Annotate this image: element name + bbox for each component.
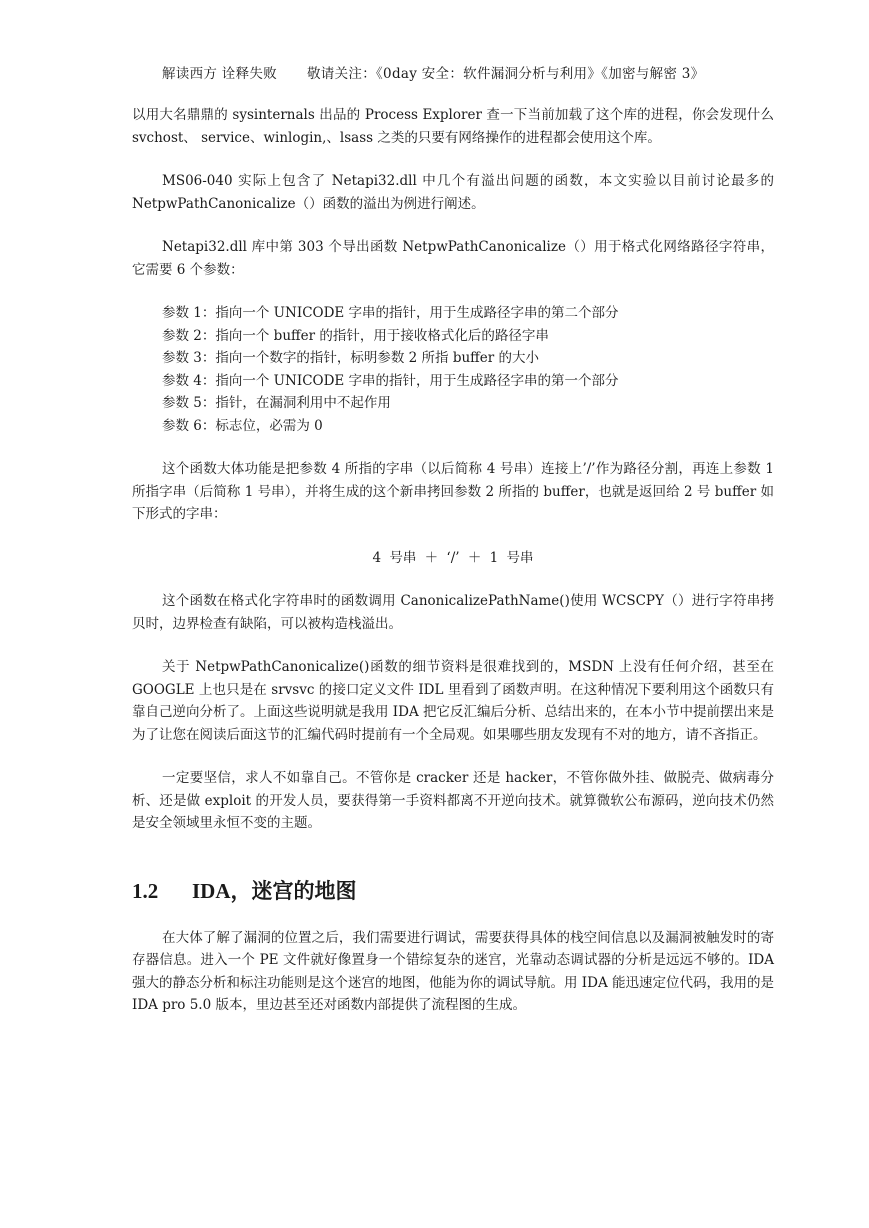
paragraph-process-explorer: 以用大名鼎鼎的 sysinternals 出品的 Process Explorer 查一下当前加载了这个库的进程，你会发现什么 svchost、 service、winlogin,、lsass 之类的只要有网络操作的进程都会使用这个库。 [132,107,774,146]
paragraph-ms06-040: MS06-040 实际上包含了 Netapi32.dll 中几个有溢出问题的函数，本文实验以目前讨论最多的 NetpwPathCanonicalize（）函数的溢出为例进行阐述。 [132,173,774,212]
section-number: 1.2 [132,878,159,903]
header-book-notice: 敬请关注：《0day 安全：软件漏洞分析与利用》《加密与解密 3》 [307,66,705,82]
string-formula: 4 号串 ＋ ‘/’ ＋ 1 号串 [372,549,534,566]
section-heading [132,877,774,905]
parameter-item-6: 参数 6：标志位，必需为 0 [162,417,323,434]
document-page [132,62,774,1038]
parameter-item-5: 参数 5：指针，在漏洞利用中不起作用 [162,395,391,411]
parameter-list [132,302,774,437]
parameter-item-2: 参数 2：指向一个 buffer 的指针，用于接收格式化后的路径字串 [162,327,549,344]
parameter-item-4: 参数 4：指向一个 UNICODE 字串的指针，用于生成路径字串的第一个部分 [162,372,619,389]
page-header [132,62,774,82]
header-slogan: 解读西方 诠释失败 [162,66,277,82]
paragraph-reverse-analysis: 关于 NetpwPathCanonicalize()函数的细节资料是很难找到的，MSDN 上没有任何介绍，甚至在 GOOGLE 上也只是在 srvsvc 的接口定义文件 IDL 里看到了函数声明。在这种情况下要利用这个函数只有靠自己逆向分析了。上面这些说明就是我用 IDA 把它反汇编后分析、总结出来的，在本小节中提前摆出来是为了让您在阅读后面这节的汇编代码时提前有一个全局观。如果哪些朋友发现有不对的地方，请不吝指正。 [132,659,774,743]
paragraph-ida-intro: 在大体了解了漏洞的位置之后，我们需要进行调试，需要获得具体的栈空间信息以及漏洞被触发时的寄存器信息。进入一个 PE 文件就好像置身一个错综复杂的迷宫，光靠动态调试器的分析是远远不够的。IDA 强大的静态分析和标注功能则是这个迷宫的地图，他能为你的调试导航。用 IDA 能迅速定位代码，我用的是 IDA pro 5.0 版本，里边甚至还对函数内部提供了流程图的生成。 [132,929,774,1013]
section-title: IDA，迷宫的地图 [192,878,357,903]
paragraph-wcscpy: 这个函数在格式化字符串时的函数调用 CanonicalizePathName()使用 WCSCPY（）进行字符串拷贝时，边界检查有缺陷，可以被构造栈溢出。 [132,593,774,632]
paragraph-netapi32: Netapi32.dll 库中第 303 个导出函数 NetpwPathCanonicalize（）用于格式化网络路径字符串， 它需要 6 个参数： [132,239,774,278]
paragraph-self-reliance: 一定要坚信，求人不如靠自己。不管你是 cracker 还是 hacker，不管你做外挂、做脱壳、做病毒分析、还是做 exploit 的开发人员，要获得第一手资料都离不开逆向技术。就算微软公布源码，逆向技术仍然是安全领域里永恒不变的主题。 [132,770,774,831]
parameter-item-1: 参数 1：指向一个 UNICODE 字串的指针，用于生成路径字串的第二个部分 [162,305,619,321]
parameter-item-3: 参数 3：指向一个数字的指针，标明参数 2 所指 buffer 的大小 [162,350,540,366]
paragraph-function-behavior: 这个函数大体功能是把参数 4 所指的字串（以后简称 4 号串）连接上’/’作为路径分割，再连上参数 1 所指字串（后简称 1 号串），并将生成的这个新串拷回参数 2 所指的 buffer，也就是返回给 2 号 buffer 如下形式的字串： [132,461,774,522]
